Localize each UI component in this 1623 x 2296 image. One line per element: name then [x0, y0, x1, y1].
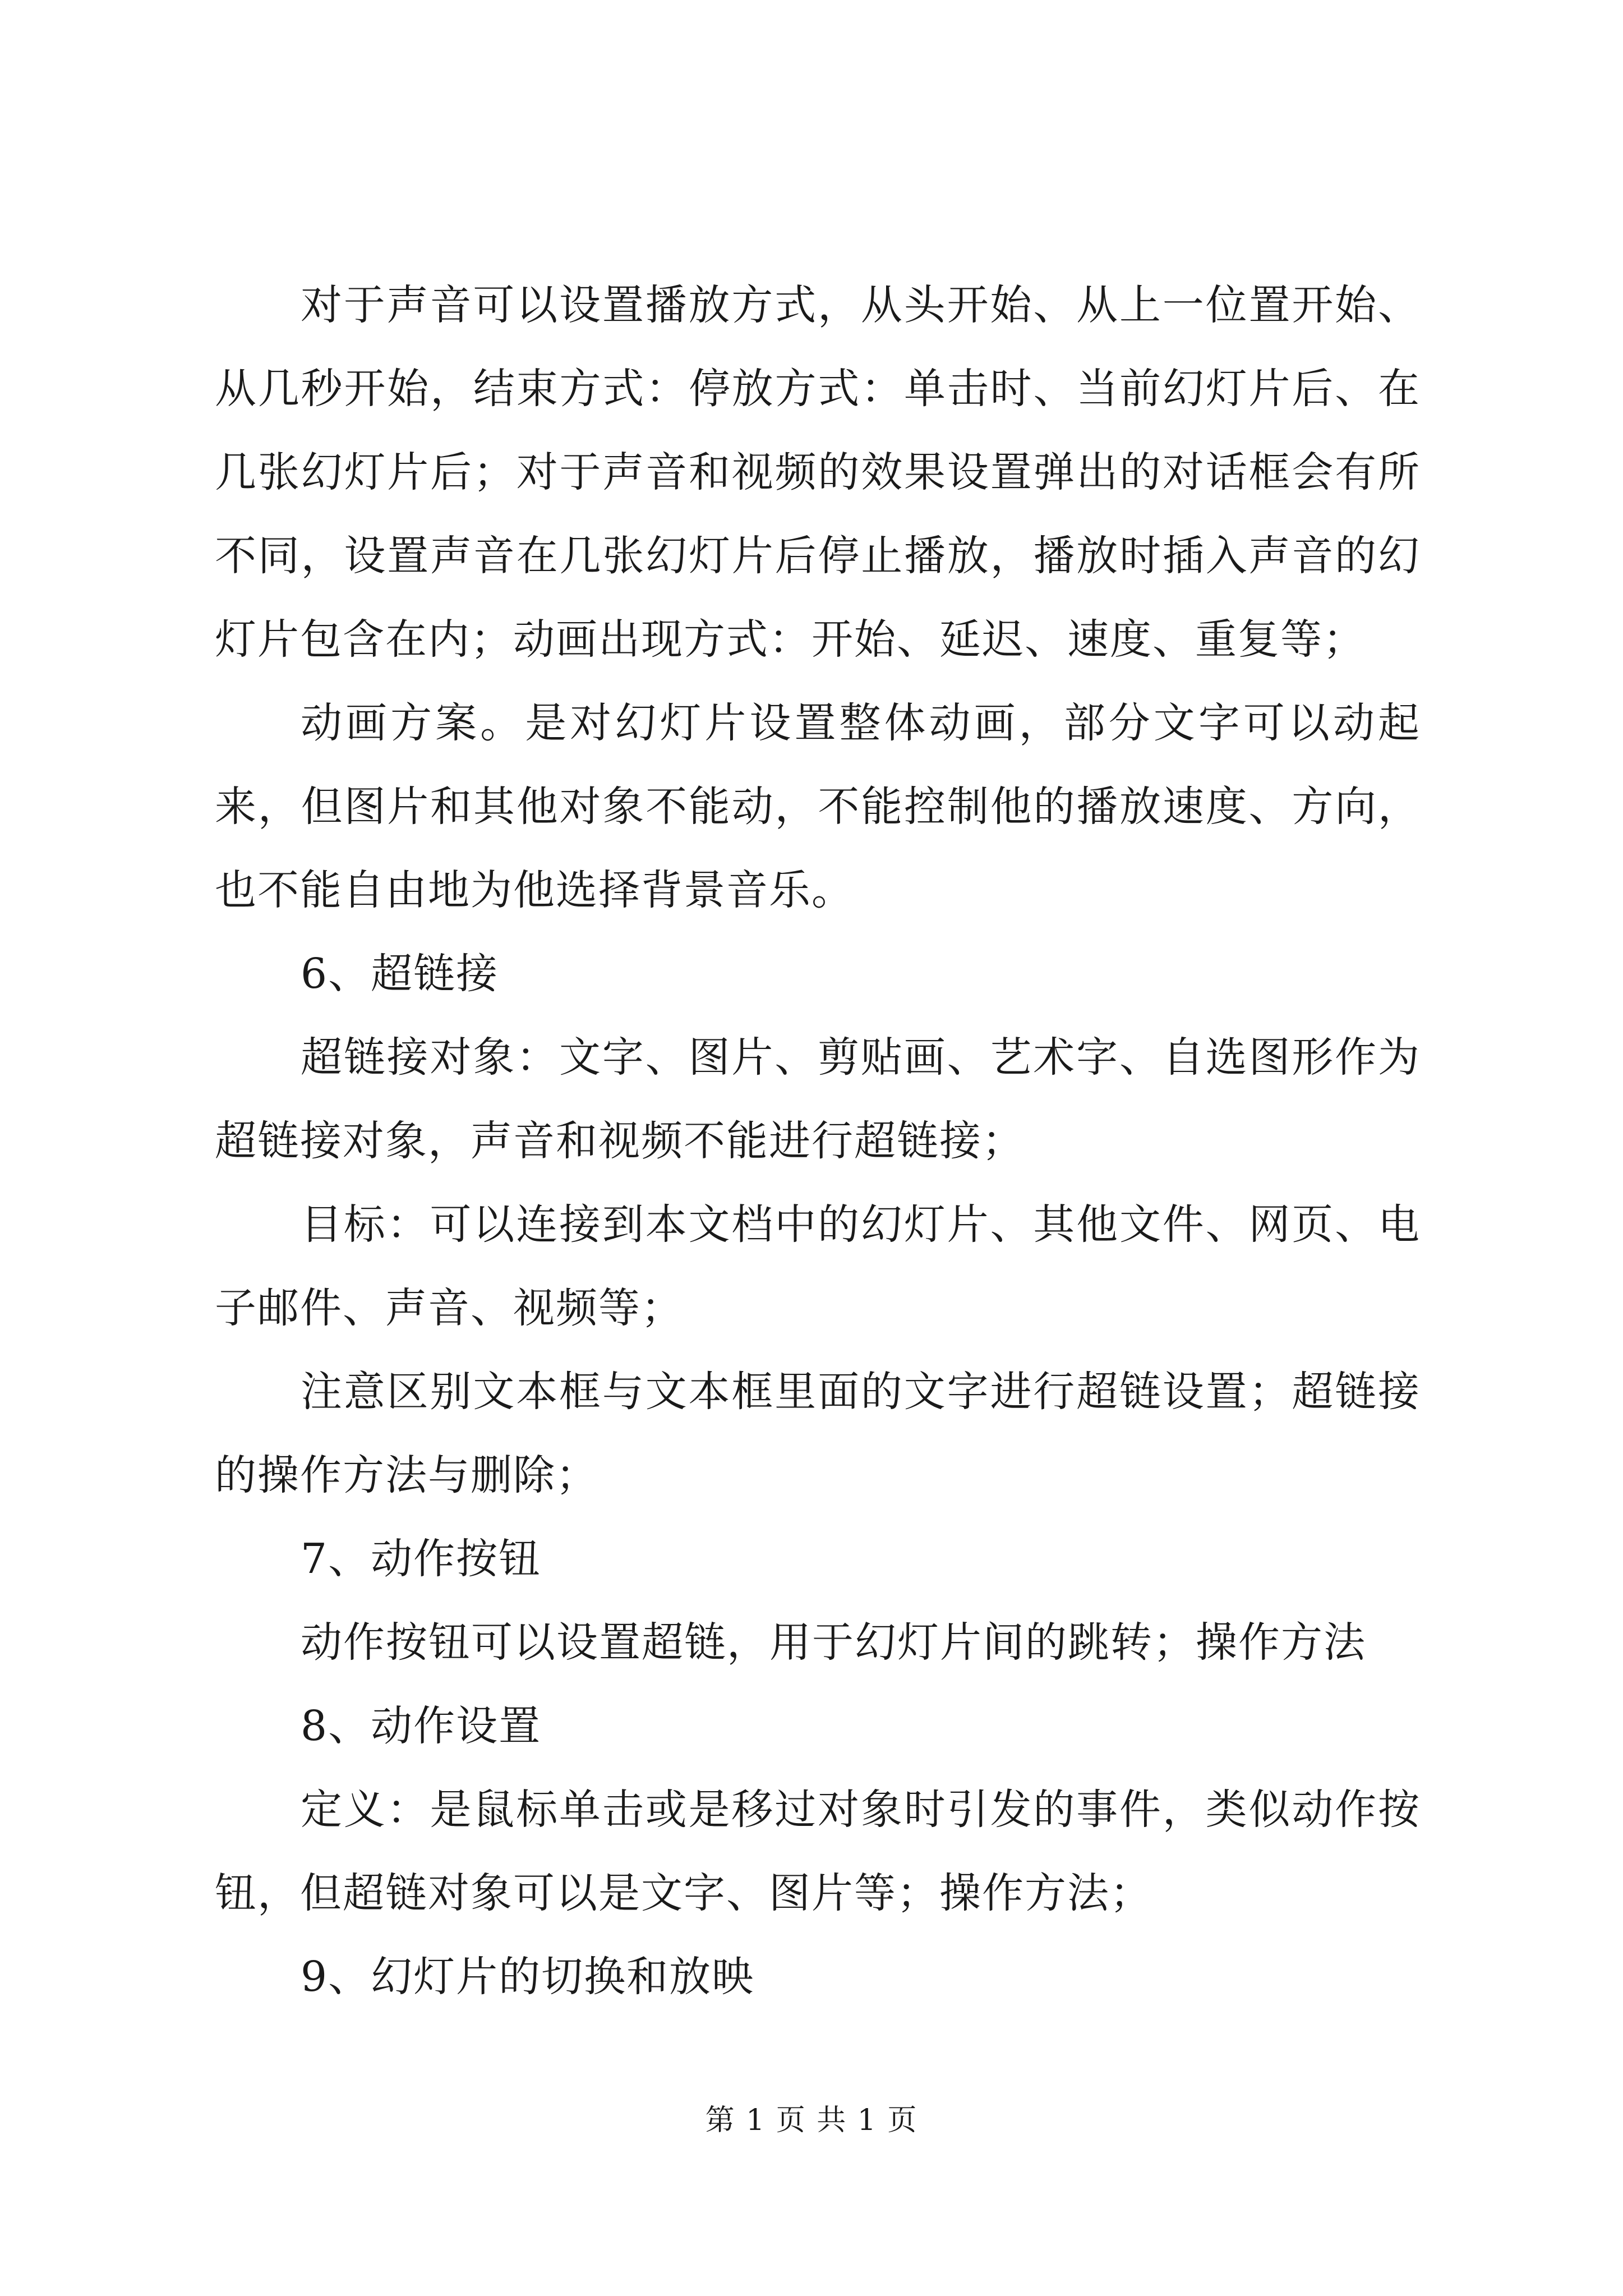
paragraph-action-button: 动作按钮可以设置超链，用于幻灯片间的跳转；操作方法	[301, 1618, 1366, 1667]
page-footer: 第 1 页 共 1 页	[705, 2104, 918, 2137]
section-heading-action-settings: 8、动作设置	[301, 1702, 542, 1750]
paragraph-sound-playback: 对于声音可以设置播放方式，从头开始、从上一位置开始、从几秒开始，结束方式：停放方式：单击时、当前幻灯片后、在几张幻灯片后；对于声音和视频的效果设置弹出的对话框会有所不同，设置声音在几张幻灯片后停止播放，播放时插入声音的幻灯片包含在内；动画出现方式：开始、延迟、速度、重复等；	[215, 281, 1421, 664]
paragraph-action-settings-definition: 定义：是鼠标单击或是移过对象时引发的事件，类似动作按钮，但超链对象可以是文字、图片等；操作方法；	[215, 1786, 1421, 1917]
paragraph-hyperlink-objects: 超链接对象：文字、图片、剪贴画、艺术字、自选图形作为超链接对象，声音和视频不能进行超链接；	[215, 1033, 1421, 1165]
document-body	[215, 264, 1421, 2019]
paragraph-animation-scheme: 动画方案。是对幻灯片设置整体动画，部分文字可以动起来，但图片和其他对象不能动，不能控制他的播放速度、方向，也不能自由地为他选择背景音乐。	[215, 699, 1421, 914]
section-heading-hyperlink: 6、超链接	[301, 950, 499, 998]
section-heading-action-button: 7、动作按钮	[301, 1535, 542, 1583]
paragraph-hyperlink-note: 注意区别文本框与文本框里面的文字进行超链设置；超链接的操作方法与删除；	[215, 1368, 1421, 1499]
paragraph-hyperlink-target: 目标：可以连接到本文档中的幻灯片、其他文件、网页、电子邮件、声音、视频等；	[215, 1200, 1421, 1332]
section-heading-slide-transition: 9、幻灯片的切换和放映	[301, 1953, 755, 2001]
